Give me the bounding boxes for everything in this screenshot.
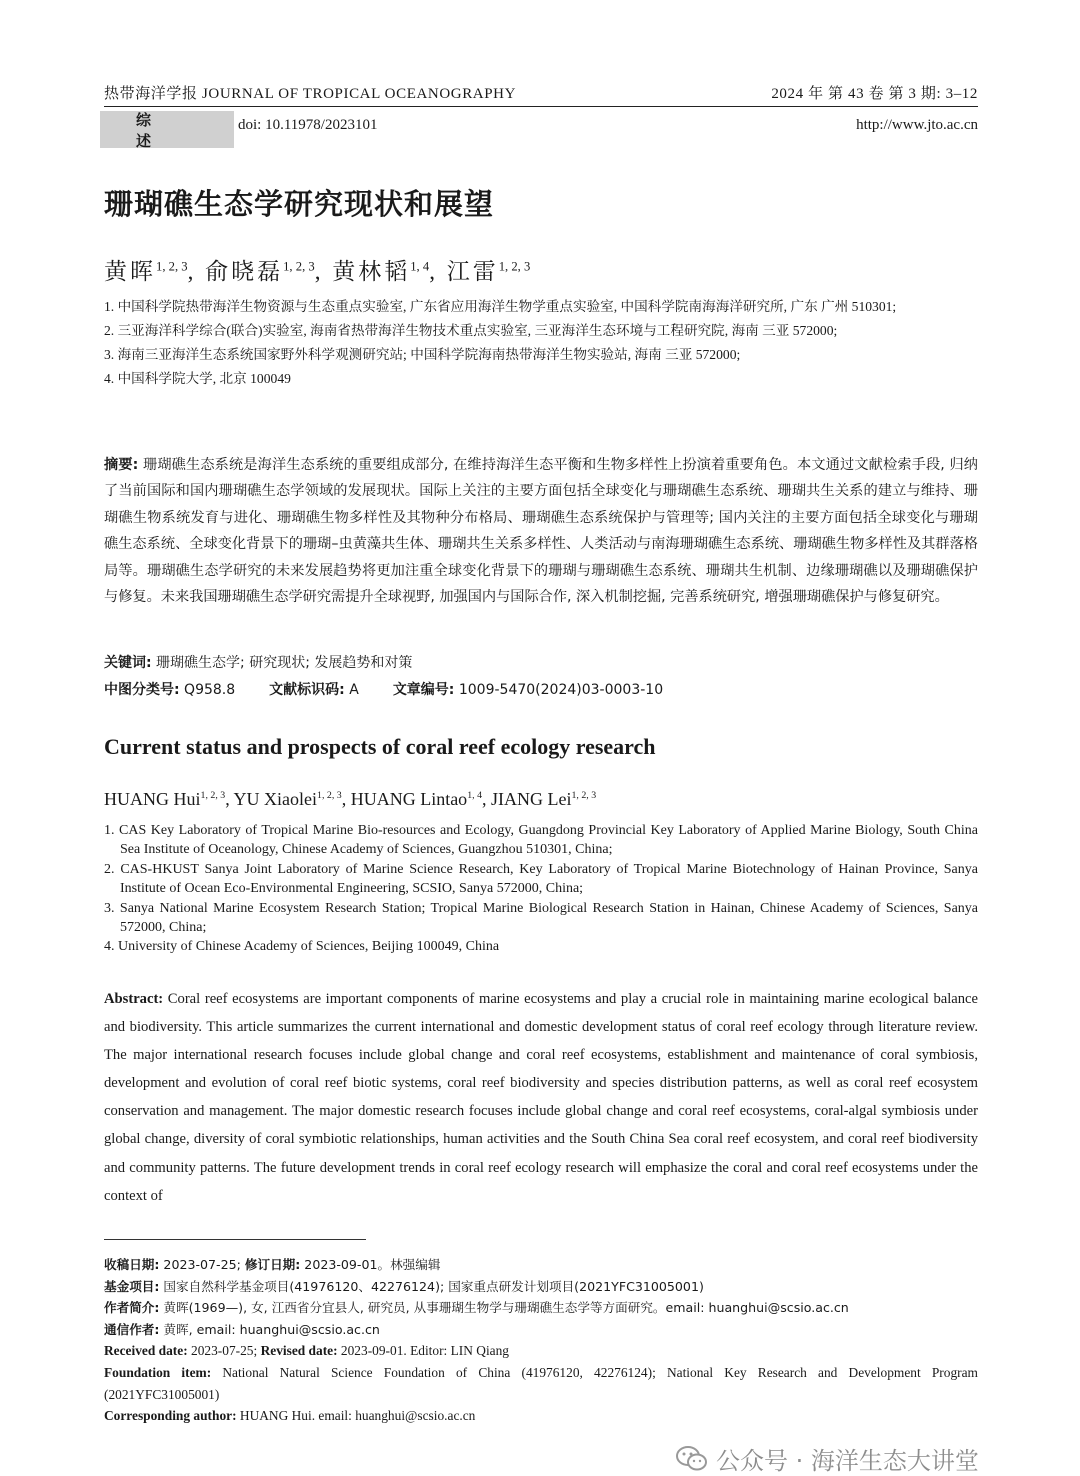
footnote-received-cn [104, 1254, 978, 1276]
watermark-text: 公众号 · 海洋生态大讲堂 [716, 1447, 979, 1475]
footnote-bio-cn [104, 1297, 978, 1319]
footnote-value: 2023-09-01。林强编辑 [300, 1257, 441, 1272]
abstract-text-en: Coral reef ecosystems are important components of marine ecosystems and play a crucial role in maintaining marine ecological balance and biodiversity. This article summarizes the current international and domestic development status of coral reef ecology through literature review. The major international research focuses include global change and coral reef ecosystems, establishment and maintenance of coral symbiosis, development and evolution of coral reef biotic systems, coral reef biodiversity and species distribution patterns, as well as coral reef ecosystem conservation and management. The major domestic research focuses include global change and coral reef ecosystems, coral-algal symbiosis under global change, diversity of coral symbiotic relationships, human activities and the South China Sea coral reef ecosystem, and coral reef biodiversity and community patterns. The future development trends in coral reef ecology research will emphasize the coral and coral reef ecosystems under the context of [104, 991, 978, 1204]
footnote-received-en [104, 1340, 978, 1362]
affiliations-cn [104, 296, 978, 389]
keywords-cn [104, 652, 412, 672]
author-name: YU Xiaolei [233, 789, 318, 809]
abstract-cn [104, 452, 978, 610]
doc-code [269, 679, 359, 699]
affiliation-item: 2. 三亚海洋科学综合(联合)实验室, 海南省热带海洋生物技术重点实验室, 三亚海洋生态环境与工程研究院, 海南 三亚 572000; [104, 323, 838, 338]
footnote-value: 黄晖, email: huanghui@scsio.ac.cn [159, 1321, 380, 1337]
footnote-fund-cn [104, 1276, 978, 1298]
footnote-label: 通信作者: [104, 1321, 160, 1337]
title-en: Current status and prospects of coral reef ecology research [104, 734, 656, 759]
abstract-label-cn: 摘要: [104, 457, 139, 473]
footnote-label: Foundation item: [104, 1364, 212, 1380]
footnote-label: 基金项目: [104, 1278, 160, 1294]
footnote-rule [104, 1239, 366, 1240]
author-sep: , [225, 789, 234, 809]
affiliation-item: 1. 中国科学院热带海洋生物资源与生态重点实验室, 广东省应用海洋生物学重点实验室, 中国科学院南海海洋研究所, 广东 广州 510301; [104, 299, 897, 314]
section-tag: 综 述 [100, 111, 234, 148]
author-affil: 1, 2, 3 [498, 259, 531, 274]
wechat-logo-icon [676, 1445, 708, 1473]
article-no-label: 文章编号: [392, 682, 455, 698]
doc-code-value: A [344, 682, 359, 698]
keywords-label: 关键词: [104, 655, 152, 671]
author-sep: , [482, 789, 491, 809]
footnote-label: 修订日期: [244, 1257, 301, 1272]
abstract-text-cn: 珊瑚礁生态系统是海洋生态系统的重要组成部分, 在维持海洋生态平衡和生物多样性上扮演着重要角色。本文通过文献检索手段, 归纳了当前国际和国内珊瑚礁生态学领域的发展现状。国际上关注的主要方面包括全球变化与珊瑚礁生态系统、珊瑚共生关系的建立与维持、珊瑚礁生物系统发育与进化、珊瑚礁生物多样性及其物种分布格局、珊瑚礁生态系统保护与管理等; 国内关注的主要方面包括全球变化与珊瑚礁生态系统、全球变化背景下的珊瑚–虫黄藻共生体、珊瑚共生关系多样性、人类活动与南海珊瑚礁生态系统、珊瑚礁生物多样性及其群落格局等。珊瑚礁生态学研究的未来发展趋势将更加注重全球变化背景下的珊瑚与珊瑚礁生态系统、珊瑚共生机制、边缘珊瑚礁以及珊瑚礁保护与修复。未来我国珊瑚礁生态学研究需提升全球视野, 加强国内与国际合作, 深入机制挖掘, 完善系统研究, 增强珊瑚礁保护与修复研究。 [104, 457, 978, 606]
footnote-value: 2023-07-25; [187, 1343, 261, 1359]
journal-url[interactable]: http://www.jto.ac.cn [856, 117, 978, 133]
author-affil: 1, 4 [467, 790, 482, 801]
author-name: 俞晓磊 [205, 259, 284, 284]
footnote-value: HUANG Hui. email: huanghui@scsio.ac.cn [236, 1408, 476, 1424]
footnote-value: 国家自然科学基金项目(41976120、42276124); 国家重点研发计划项目(2021YFC31005001) [159, 1278, 704, 1294]
author-sep: , [341, 789, 351, 809]
footnote-value: 黄晖(1969—), 女, 江西省分宜县人, 研究员, 从事珊瑚生物学与珊瑚礁生态学等方面研究。email: huanghui@scsio.ac.cn [159, 1300, 849, 1316]
footnote-value: National Natural Science Foundation of China (41976120, 42276124); National Key Research and Development Program (2021YFC31005001) [104, 1364, 978, 1402]
author-affil: 1, 2, 3 [200, 790, 226, 801]
issue-info: 2024 年 第 43 卷 第 3 期: 3–12 [771, 86, 978, 102]
article-number [393, 679, 663, 699]
doi[interactable]: doi: 10.11978/2023101 [238, 117, 378, 133]
authors-cn [104, 253, 530, 286]
author-sep: , [314, 259, 333, 284]
author-affil: 1, 2, 3 [317, 790, 342, 801]
author-sep: , [429, 259, 447, 284]
footnote-label: Received date: [104, 1343, 188, 1359]
header-rule [104, 106, 978, 107]
footnotes [104, 1254, 978, 1427]
watermark [676, 1441, 979, 1476]
author-name: HUANG Lintao [350, 789, 468, 809]
clc-value: Q958.8 [179, 682, 236, 698]
author-affil: 1, 2, 3 [571, 790, 597, 801]
affiliation-item: 3. Sanya National Marine Ecosystem Research Station; Tropical Marine Biological Research Station in Hainan, Chinese Academy of Sciences, Sanya 572000, China; [104, 900, 978, 936]
footnote-value: 2023-07-25; [159, 1257, 245, 1272]
author-affil: 1, 4 [410, 259, 430, 274]
clc-number [104, 679, 235, 699]
authors-en [104, 789, 596, 810]
abstract-en [104, 985, 978, 1210]
footnote-label: Revised date: [260, 1343, 338, 1359]
footnote-label: Corresponding author: [104, 1408, 237, 1424]
footnote-corr-cn [104, 1319, 978, 1341]
keywords-text: 珊瑚礁生态学; 研究现状; 发展趋势和对策 [151, 655, 413, 671]
footnote-value: 2023-09-01. Editor: LIN Qiang [337, 1343, 510, 1359]
author-affil: 1, 2, 3 [283, 259, 315, 274]
article-no-value: 1009-5470(2024)03-0003-10 [454, 682, 664, 698]
author-name: 江雷 [446, 259, 499, 284]
affiliation-item: 4. University of Chinese Academy of Sciences, Beijing 100049, China [104, 939, 500, 955]
footnote-label: 作者简介: [104, 1300, 160, 1316]
affiliation-item: 3. 海南三亚海洋生态系统国家野外科学观测研究站; 中国科学院海南热带海洋生物实验站, 海南 三亚 572000; [104, 347, 741, 362]
footnote-corr-en [104, 1405, 978, 1427]
classification-row [104, 679, 663, 699]
journal-name: 热带海洋学报 JOURNAL OF TROPICAL OCEANOGRAPHY [104, 86, 517, 102]
author-name: 黄晖 [104, 259, 156, 284]
clc-label: 中图分类号: [104, 682, 180, 698]
affiliation-item: 1. CAS Key Laboratory of Tropical Marine Bio-resources and Ecology, Guangdong Provincial Key Laboratory of Applied Marine Biology, South China Sea Institute of Oceanology, Chinese Academy of Sciences, Guangzhou 510301, China; [104, 823, 978, 858]
affiliations-en [104, 821, 978, 957]
footnote-label: 收稿日期: [104, 1257, 160, 1272]
author-sep: , [187, 259, 206, 284]
author-name: 黄林韬 [332, 259, 411, 284]
author-name: HUANG Hui [104, 789, 201, 809]
footnote-fund-en [104, 1362, 978, 1405]
author-name: JIANG Lei [491, 789, 572, 809]
running-header [104, 82, 978, 103]
abstract-label-en: Abstract: [104, 991, 164, 1007]
affiliation-item: 2. CAS-HKUST Sanya Joint Laboratory of Marine Science Research, Key Laboratory of Tropical Marine Biotechnology of Hainan Province, Sanya Institute of Ocean Eco-Environmental Engineering, SCSIO, Sanya 572000, China; [104, 861, 978, 897]
author-affil: 1, 2, 3 [156, 259, 188, 274]
title-cn: 珊瑚礁生态学研究现状和展望 [104, 187, 495, 221]
doc-code-label: 文献标识码: [269, 682, 345, 698]
affiliation-item: 4. 中国科学院大学, 北京 100049 [104, 371, 291, 386]
